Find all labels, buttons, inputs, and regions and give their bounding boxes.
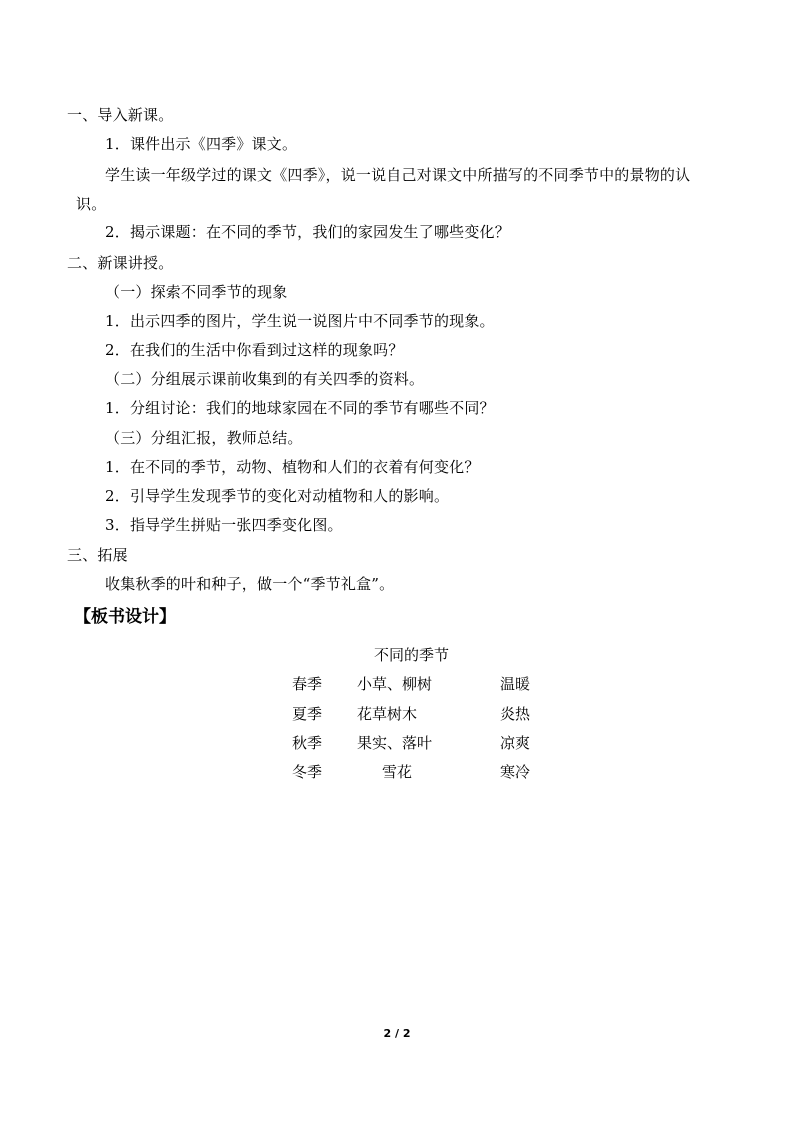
board-season: 夏季 — [292, 705, 323, 723]
board-season: 冬季 — [292, 763, 323, 781]
paragraph: 识。 — [76, 195, 107, 213]
board-feeling: 温暖 — [500, 675, 531, 693]
paragraph: 1．出示四季的图片，学生说一说图片中不同季节的现象。 — [105, 312, 495, 330]
board-design-heading: 【板书设计】 — [74, 607, 176, 627]
paragraph: 2．揭示课题：在不同的季节，我们的家园发生了哪些变化？ — [105, 223, 510, 241]
subsection-heading: （一）探索不同季节的现象 — [105, 283, 288, 301]
paragraph: 1．在不同的季节，动物、植物和人们的衣着有何变化？ — [105, 458, 480, 476]
board-scene: 小草、柳树 — [357, 675, 433, 693]
board-scene: 花草树木 — [357, 705, 418, 723]
subsection-heading: （二）分组展示课前收集到的有关四季的资料。 — [105, 370, 425, 388]
board-title: 不同的季节 — [374, 646, 450, 664]
subsection-heading: （三）分组汇报，教师总结。 — [105, 429, 303, 447]
board-feeling: 凉爽 — [500, 734, 531, 752]
paragraph: 学生读一年级学过的课文《四季》，说一说自己对课文中所描写的不同季节中的景物的认 — [105, 166, 691, 184]
paragraph: 3．指导学生拼贴一张四季变化图。 — [105, 516, 343, 534]
page-number: 2 / 2 — [383, 1027, 411, 1040]
board-season: 秋季 — [292, 734, 323, 752]
paragraph: 2．在我们的生活中你看到过这样的现象吗？ — [105, 341, 404, 359]
paragraph: 1．课件出示《四季》课文。 — [105, 135, 298, 153]
board-row — [0, 674, 794, 694]
board-scene: 果实、落叶 — [357, 734, 433, 752]
board-feeling: 炎热 — [500, 705, 531, 723]
board-feeling: 寒冷 — [500, 763, 531, 781]
board-row — [0, 704, 794, 724]
section-heading-intro: 一、导入新课。 — [67, 106, 174, 124]
board-row — [0, 733, 794, 753]
paragraph: 1．分组讨论：我们的地球家园在不同的季节有哪些不同？ — [105, 399, 495, 417]
paragraph: 收集秋季的叶和种子，做一个“季节礼盒”。 — [105, 575, 395, 593]
section-heading-new-lesson: 二、新课讲授。 — [67, 254, 174, 272]
board-row — [0, 762, 794, 782]
paragraph: 2．引导学生发现季节的变化对动植物和人的影响。 — [105, 487, 450, 505]
board-season: 春季 — [292, 675, 323, 693]
board-scene: 雪花 — [381, 763, 412, 781]
section-heading-extension: 三、拓展 — [67, 546, 128, 564]
